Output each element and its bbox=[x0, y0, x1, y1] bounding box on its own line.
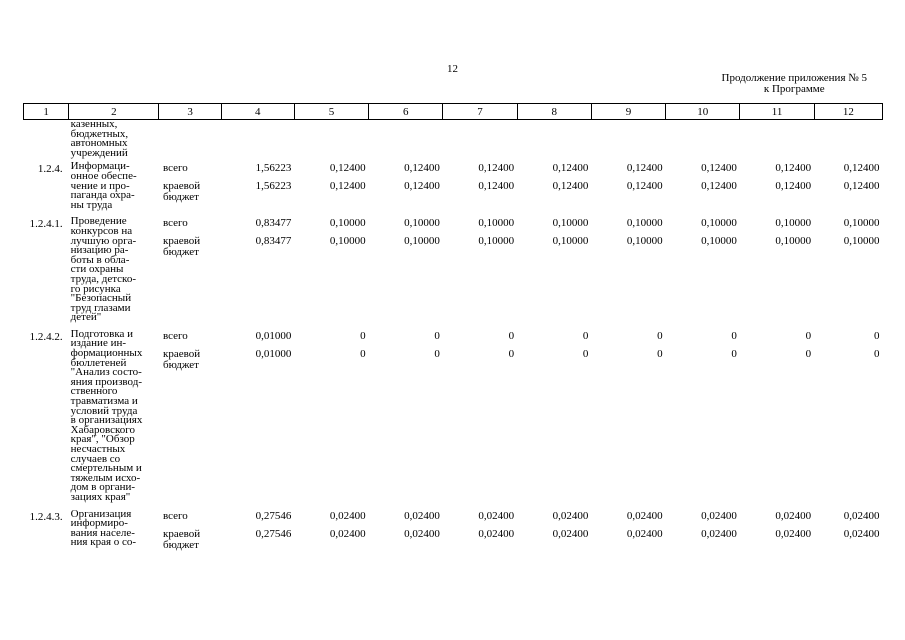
source-label: всего bbox=[162, 217, 188, 230]
row-name bbox=[69, 217, 159, 330]
year-value-cell bbox=[666, 510, 740, 548]
row-code: 1.2.4.2. bbox=[29, 330, 63, 343]
total-value-cell bbox=[221, 120, 294, 163]
year-value-cell bbox=[517, 510, 591, 548]
name-line: го рисунка bbox=[70, 282, 121, 295]
row-sources bbox=[159, 162, 221, 217]
value: 0,12400 bbox=[329, 180, 366, 193]
year-value-cell bbox=[443, 330, 517, 510]
value: 0,02400 bbox=[329, 527, 366, 540]
name-line: бюллетеней bbox=[70, 356, 127, 369]
year-value-cell bbox=[443, 510, 517, 548]
value: 0 bbox=[657, 329, 663, 342]
name-line: "Безопасный bbox=[70, 292, 132, 305]
name-line: детей" bbox=[70, 311, 102, 324]
row-name bbox=[69, 507, 159, 549]
value: 0 bbox=[731, 347, 737, 360]
source-label: всего bbox=[162, 329, 188, 342]
value: 0,02400 bbox=[701, 527, 737, 540]
col-header: 4 bbox=[221, 104, 294, 120]
row-name bbox=[69, 162, 159, 217]
name-line: Организация bbox=[70, 507, 132, 520]
source-label: краевой бюджет bbox=[162, 527, 201, 551]
value: 0,12400 bbox=[626, 180, 663, 193]
source-label: всего bbox=[162, 162, 188, 175]
value: 0,02400 bbox=[552, 527, 589, 540]
year-value-cell bbox=[814, 120, 882, 163]
year-value-cell bbox=[666, 120, 740, 163]
value: 0,02400 bbox=[404, 509, 440, 522]
value: 0,02400 bbox=[329, 509, 366, 522]
year-value-cell bbox=[666, 162, 740, 217]
continuation-line: Продолжение приложения № 5 bbox=[721, 72, 867, 84]
value: 0 bbox=[434, 347, 440, 360]
year-value-cell bbox=[517, 162, 591, 217]
year-value-cell bbox=[740, 120, 814, 163]
year-value-cell bbox=[591, 217, 665, 330]
value: 0,02400 bbox=[404, 527, 440, 540]
col-header: 8 bbox=[517, 104, 591, 120]
total-value-cell bbox=[221, 510, 294, 548]
row-sources bbox=[159, 509, 221, 551]
value: 0,02400 bbox=[775, 509, 812, 522]
col-header: 7 bbox=[443, 104, 517, 120]
value: 0,02400 bbox=[552, 509, 589, 522]
name-line: Проведение bbox=[70, 215, 127, 228]
name-line: "Анализ состо- bbox=[70, 366, 142, 379]
col-header: 10 bbox=[666, 104, 740, 120]
value: 0,10000 bbox=[843, 235, 880, 248]
value: 0,01000 bbox=[255, 347, 292, 360]
year-value-cell bbox=[814, 330, 882, 510]
value: 0,12400 bbox=[478, 180, 515, 193]
col-header: 11 bbox=[740, 104, 814, 120]
name-line: края", "Обзор bbox=[70, 433, 135, 446]
total-value-cell bbox=[221, 162, 294, 217]
row-sources bbox=[159, 330, 221, 510]
value: 0,02400 bbox=[843, 509, 880, 522]
name-line: Информаци- bbox=[70, 160, 130, 173]
total-value-cell bbox=[221, 330, 294, 510]
name-line: труда, детско- bbox=[70, 272, 136, 285]
year-value-cell bbox=[814, 217, 882, 330]
source-label: краевой бюджет bbox=[162, 180, 201, 204]
value: 0,12400 bbox=[552, 180, 589, 193]
year-value-cell bbox=[591, 510, 665, 548]
name-line: труд глазами bbox=[70, 301, 131, 314]
value: 0 bbox=[360, 329, 366, 342]
year-value-cell bbox=[294, 330, 368, 510]
year-value-cell bbox=[369, 510, 443, 548]
value: 0 bbox=[657, 347, 663, 360]
col-header: 2 bbox=[69, 104, 159, 120]
year-value-cell bbox=[443, 120, 517, 163]
value: 0,02400 bbox=[701, 509, 737, 522]
name-line: информиро- bbox=[70, 517, 128, 530]
year-value-cell bbox=[591, 162, 665, 217]
year-value-cell bbox=[294, 162, 368, 217]
value: 0,02400 bbox=[478, 527, 515, 540]
header-row bbox=[24, 104, 883, 120]
value: 0,10000 bbox=[843, 217, 880, 230]
year-value-cell bbox=[369, 162, 443, 217]
col-header: 9 bbox=[591, 104, 665, 120]
value: 0 bbox=[508, 329, 515, 342]
year-value-cell bbox=[517, 120, 591, 163]
name-line: ственного bbox=[70, 385, 118, 398]
value: 0 bbox=[360, 347, 366, 360]
year-value-cell bbox=[666, 330, 740, 510]
name-line: паганда охра- bbox=[70, 189, 135, 202]
value: 0,10000 bbox=[329, 235, 366, 248]
year-value-cell bbox=[369, 217, 443, 330]
name-line: тяжелым исхо- bbox=[70, 471, 141, 484]
name-line: автономных bbox=[70, 137, 128, 150]
value: 0,10000 bbox=[478, 235, 515, 248]
source-label: краевой бюджет bbox=[162, 235, 201, 259]
name-line: ния края о со- bbox=[70, 536, 137, 549]
table-row bbox=[24, 217, 883, 330]
year-value-cell bbox=[294, 217, 368, 330]
value: 0,02400 bbox=[843, 527, 880, 540]
value: 1,56223 bbox=[255, 180, 292, 193]
value: 0,10000 bbox=[404, 235, 440, 248]
name-line: низацию ра- bbox=[70, 244, 129, 257]
year-value-cell bbox=[369, 120, 443, 163]
value: 0,83477 bbox=[255, 235, 292, 248]
name-line: случаев со bbox=[70, 452, 121, 465]
value: 0,02400 bbox=[626, 509, 663, 522]
col-header: 12 bbox=[814, 104, 882, 120]
value: 0,12400 bbox=[404, 162, 440, 175]
name-line: издание ин- bbox=[70, 337, 127, 350]
value: 0,12400 bbox=[404, 180, 440, 193]
name-line: зациях края" bbox=[70, 490, 131, 503]
year-value-cell bbox=[517, 330, 591, 510]
name-line: лучшую орга- bbox=[70, 234, 137, 247]
row-name bbox=[69, 120, 159, 163]
value: 0,10000 bbox=[701, 217, 737, 230]
year-value-cell bbox=[814, 510, 882, 548]
table-row bbox=[24, 330, 883, 510]
value: 0 bbox=[508, 347, 515, 360]
name-line: конкурсов на bbox=[70, 224, 133, 237]
program-table bbox=[23, 103, 883, 551]
year-value-cell bbox=[591, 120, 665, 163]
name-line: условий труда bbox=[70, 404, 138, 417]
value: 0,10000 bbox=[626, 217, 663, 230]
source-label: всего bbox=[162, 509, 188, 522]
value: 0,10000 bbox=[329, 217, 366, 230]
value: 0,12400 bbox=[626, 162, 663, 175]
value: 0,10000 bbox=[552, 235, 589, 248]
year-value-cell bbox=[740, 162, 814, 217]
row-code: 1.2.4. bbox=[37, 163, 63, 176]
value: 0 bbox=[434, 329, 440, 342]
name-line: несчастных bbox=[70, 443, 126, 455]
col-header: 5 bbox=[294, 104, 368, 120]
value: 0 bbox=[582, 347, 589, 360]
name-line: боты в обла- bbox=[70, 253, 130, 266]
table-row bbox=[24, 162, 883, 217]
row-code: 1.2.4.1. bbox=[29, 218, 63, 231]
name-line: в организациях bbox=[70, 414, 143, 427]
row-name bbox=[69, 327, 159, 510]
year-value-cell bbox=[740, 330, 814, 510]
value: 0 bbox=[874, 347, 880, 360]
year-value-cell bbox=[740, 217, 814, 330]
col-header: 1 bbox=[24, 104, 69, 120]
value: 0,01000 bbox=[255, 329, 292, 342]
name-line: вания населе- bbox=[70, 526, 135, 539]
value: 0,10000 bbox=[478, 217, 515, 230]
value: 0,02400 bbox=[478, 509, 515, 522]
col-header: 6 bbox=[369, 104, 443, 120]
name-line: дом в органи- bbox=[70, 481, 136, 494]
name-line: казенных, bbox=[70, 118, 118, 130]
year-value-cell bbox=[814, 162, 882, 217]
year-value-cell bbox=[369, 330, 443, 510]
name-line: бюджетных, bbox=[70, 127, 129, 140]
value: 0 bbox=[731, 329, 737, 342]
row-sources bbox=[159, 120, 221, 163]
value: 0,10000 bbox=[404, 217, 440, 230]
value: 0,10000 bbox=[775, 217, 812, 230]
year-value-cell bbox=[666, 217, 740, 330]
value: 0,12400 bbox=[478, 162, 515, 175]
value: 0,10000 bbox=[552, 217, 589, 230]
value: 0,27546 bbox=[255, 509, 292, 522]
value: 0,10000 bbox=[626, 235, 663, 248]
value: 0 bbox=[582, 329, 589, 342]
value: 1,56223 bbox=[255, 162, 292, 175]
name-line: онное обеспе- bbox=[70, 169, 137, 182]
name-line: сти охраны bbox=[70, 263, 124, 276]
name-line: яния производ- bbox=[70, 375, 142, 388]
continuation-note bbox=[722, 73, 867, 95]
year-value-cell bbox=[443, 162, 517, 217]
name-line: чение и про- bbox=[70, 179, 130, 192]
year-value-cell bbox=[443, 217, 517, 330]
name-line: Подготовка и bbox=[70, 327, 134, 340]
value: 0,12400 bbox=[843, 180, 880, 193]
table-row bbox=[24, 120, 883, 163]
value: 0,27546 bbox=[255, 527, 292, 540]
value: 0,10000 bbox=[701, 235, 737, 248]
year-value-cell bbox=[740, 510, 814, 548]
year-value-cell bbox=[591, 330, 665, 510]
value: 0,02400 bbox=[775, 527, 812, 540]
value: 0,12400 bbox=[701, 162, 737, 175]
source-label: краевой бюджет bbox=[162, 347, 201, 371]
value: 0,02400 bbox=[626, 527, 663, 540]
col-header: 3 bbox=[159, 104, 221, 120]
value: 0,12400 bbox=[775, 162, 812, 175]
page-number: 12 bbox=[447, 63, 458, 75]
name-line: ны труда bbox=[70, 198, 113, 211]
value: 0 bbox=[805, 347, 812, 360]
row-code bbox=[24, 120, 69, 163]
table-row bbox=[24, 510, 883, 548]
name-line: Хабаровского bbox=[70, 423, 135, 436]
name-line: учреждений bbox=[70, 146, 128, 159]
value: 0,10000 bbox=[775, 235, 812, 248]
continuation-line: к Программе bbox=[763, 83, 825, 95]
value: 0,12400 bbox=[552, 162, 589, 175]
value: 0,12400 bbox=[329, 162, 366, 175]
name-line: формационных bbox=[70, 347, 143, 360]
row-sources bbox=[159, 217, 221, 330]
value: 0,12400 bbox=[775, 180, 812, 193]
value: 0,83477 bbox=[255, 217, 292, 230]
value: 0,12400 bbox=[701, 180, 737, 193]
year-value-cell bbox=[517, 217, 591, 330]
value: 0 bbox=[805, 329, 812, 342]
year-value-cell bbox=[294, 120, 368, 163]
name-line: травматизма и bbox=[70, 395, 138, 408]
total-value-cell bbox=[221, 217, 294, 330]
value: 0 bbox=[874, 329, 880, 342]
year-value-cell bbox=[294, 510, 368, 548]
row-code: 1.2.4.3. bbox=[29, 510, 63, 523]
name-line: смертельным и bbox=[70, 462, 142, 475]
value: 0,12400 bbox=[843, 162, 880, 175]
